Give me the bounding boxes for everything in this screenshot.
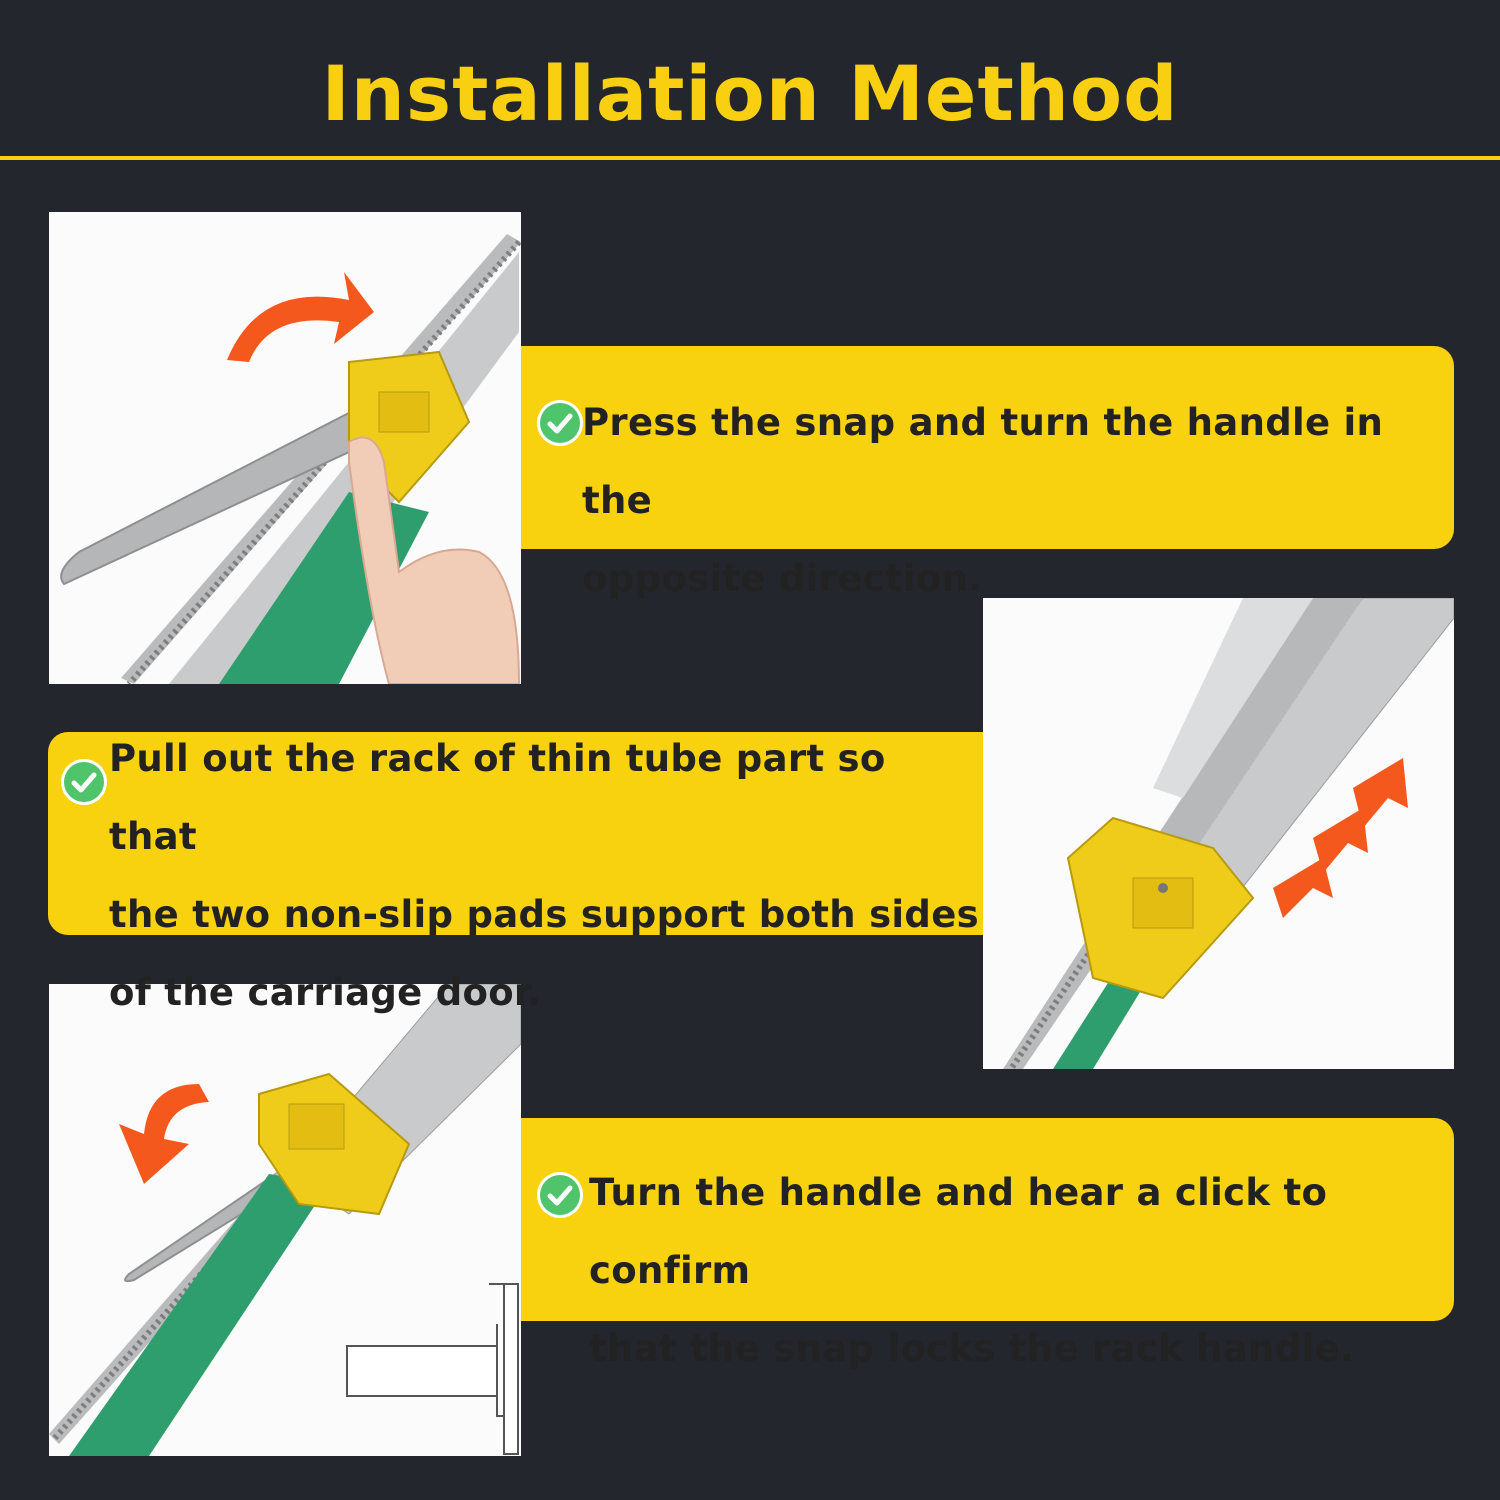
step-2-panel (48, 732, 983, 1014)
page-title: Installation Method (321, 49, 1179, 138)
title-divider (0, 156, 1500, 160)
step-1-photo (49, 212, 521, 684)
check-circle-icon (64, 762, 104, 802)
step-3-panel (521, 1118, 1454, 1370)
step-1-panel (521, 346, 1454, 600)
check-circle-icon (540, 403, 580, 443)
step-1-text: Press the snap and turn the handle in the opposite direction. (582, 401, 1384, 600)
step-3-photo (49, 984, 521, 1456)
step-3-text: Turn the handle and hear a click to confirm that the snap locks the rack handle. (589, 1171, 1355, 1370)
step-2-text: Pull out the rack of thin tube part so that the two non-slip pads support both sides of the carriage door. (109, 737, 979, 1014)
step-2-photo (983, 598, 1454, 1069)
check-circle-icon (540, 1175, 580, 1215)
